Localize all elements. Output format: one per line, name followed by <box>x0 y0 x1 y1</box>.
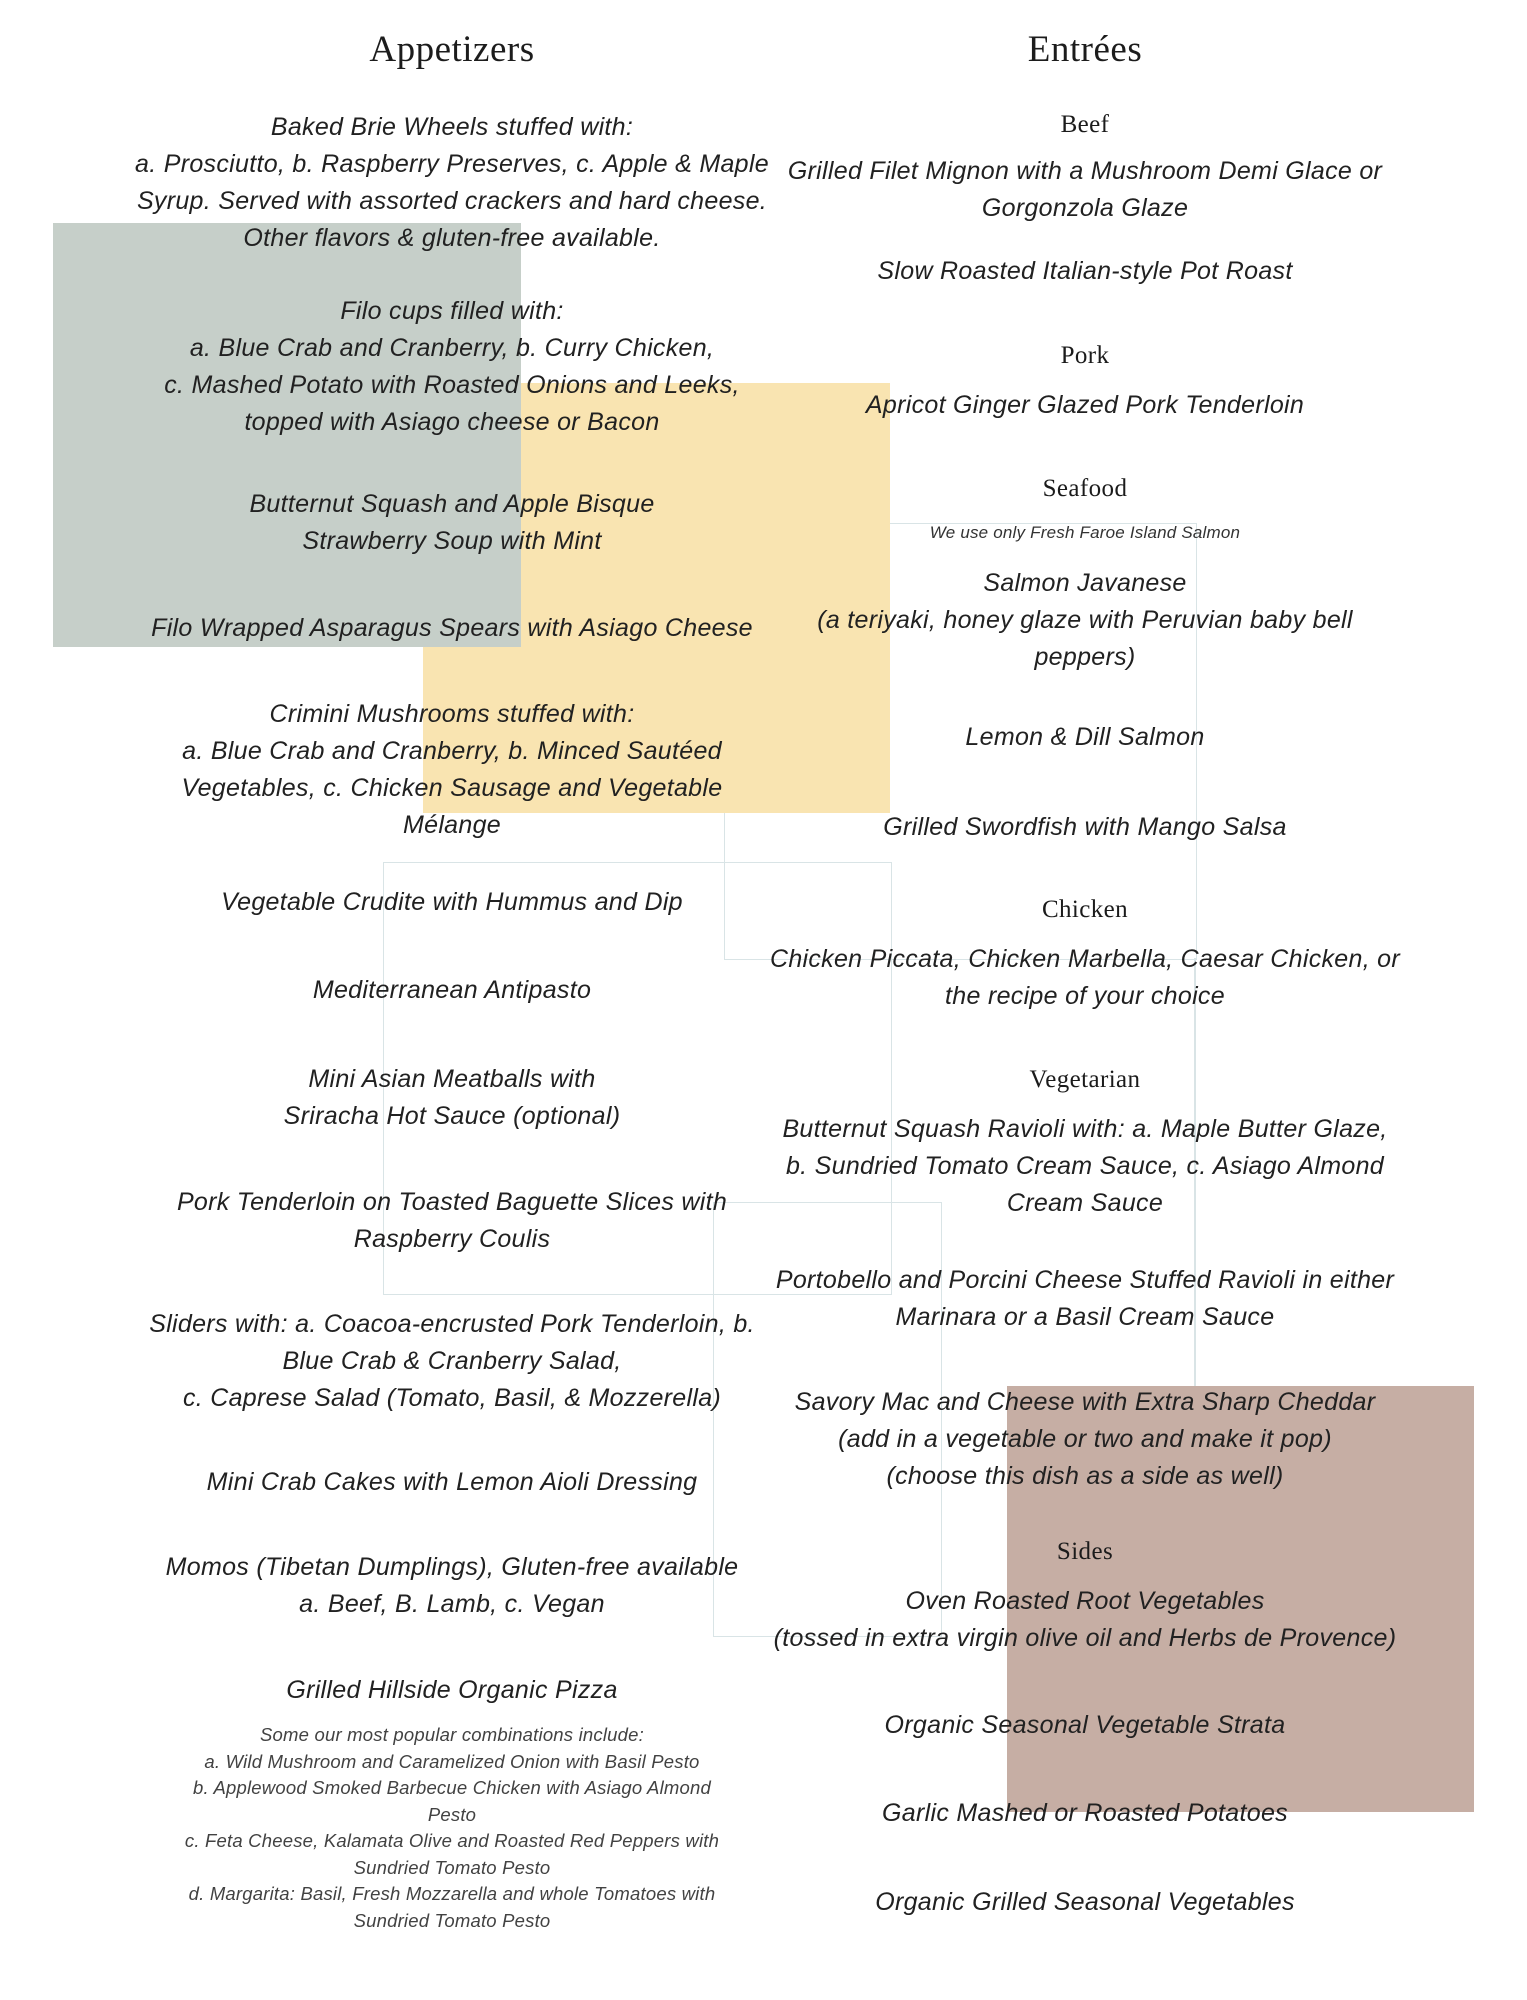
menu-line: Garlic Mashed or Roasted Potatoes <box>882 1799 1288 1827</box>
menu-item <box>725 153 1445 227</box>
menu-line: Baked Brie Wheels stuffed with: <box>270 113 634 141</box>
section-header <box>725 110 1445 140</box>
menu-line: a. Prosciutto, b. Raspberry Preserves, c. Apple & Maple <box>135 150 769 178</box>
menu-line: Crimini Mushrooms stuffed with: <box>269 700 635 728</box>
menu-item <box>92 1464 812 1501</box>
menu-line: Chicken Piccata, Chicken Marbella, Caesar Chicken, or <box>769 945 1401 973</box>
menu-line: Filo cups filled with: <box>340 297 564 325</box>
menu-item <box>92 972 812 1009</box>
menu-item <box>92 610 812 647</box>
menu-line: Pork Tenderloin on Toasted Baguette Slices with <box>176 1188 728 1216</box>
menu-line: a. Wild Mushroom and Caramelized Onion with Basil Pesto <box>204 1750 700 1772</box>
menu-line: Slow Roasted Italian-style Pot Roast <box>877 257 1293 285</box>
menu-line: Mini Asian Meatballs with <box>308 1065 596 1093</box>
menu-line: Pesto <box>427 1803 477 1825</box>
menu-item <box>725 1795 1445 1832</box>
menu-line: topped with Asiago cheese or Bacon <box>244 408 660 436</box>
menu-line: Organic Seasonal Vegetable Strata <box>884 1711 1286 1739</box>
menu-line: d. Margarita: Basil, Fresh Mozzarella and whole Tomatoes with <box>188 1883 716 1904</box>
menu-item <box>725 1384 1445 1495</box>
menu-item <box>725 1262 1445 1336</box>
menu-line: Other flavors & gluten-free available. <box>243 224 661 252</box>
section-header <box>725 341 1445 371</box>
menu-line: Lemon & Dill Salmon <box>965 723 1205 751</box>
menu-line: Sundried Tomato Pesto <box>353 1909 551 1931</box>
section-header <box>725 1537 1445 1567</box>
menu-line: Mélange <box>403 811 501 839</box>
menu-line: Grilled Swordfish with Mango Salsa <box>883 813 1287 841</box>
menu-line: Mediterranean Antipasto <box>312 976 592 1004</box>
menu-item <box>92 293 812 441</box>
menu-line: Butternut Squash and Apple Bisque <box>249 490 655 518</box>
menu-item <box>725 941 1445 1015</box>
menu-line: c. Caprese Salad (Tomato, Basil, & Mozzerella) <box>182 1384 722 1412</box>
menu-item <box>92 486 812 560</box>
menu-line: Filo Wrapped Asparagus Spears with Asiago Cheese <box>151 614 753 642</box>
menu-line: Vegetable Crudite with Hummus and Dip <box>221 888 683 916</box>
menu-line: b. Applewood Smoked Barbecue Chicken with Asiago Almond <box>193 1777 711 1798</box>
section-header <box>725 1065 1445 1095</box>
menu-line: Syrup. Served with assorted crackers and hard cheese. <box>136 187 768 215</box>
entrees-title: Entrées <box>1027 29 1143 70</box>
section-header <box>725 895 1445 925</box>
appetizers-title: Appetizers <box>369 29 535 70</box>
menu-line: (add in a vegetable or two and make it pop) <box>838 1425 1332 1453</box>
menu-item <box>92 1549 812 1623</box>
menu-line: Beef <box>1060 111 1110 138</box>
menu-line: (a teriyaki, honey glaze with Peruvian baby bell <box>817 606 1353 634</box>
menu-line: Gorgonzola Glaze <box>981 194 1189 222</box>
section-header <box>725 474 1445 504</box>
menu-item <box>92 1672 812 1709</box>
menu-line: c. Feta Cheese, Kalamata Olive and Roasted Red Peppers with <box>184 1830 720 1851</box>
menu-line: a. Beef, B. Lamb, c. Vegan <box>299 1590 605 1618</box>
menu-line: Salmon Javanese <box>983 569 1187 597</box>
appetizers-column <box>92 0 812 2000</box>
menu-line: b. Sundried Tomato Cream Sauce, c. Asiago Almond <box>785 1152 1385 1180</box>
menu-line: We use only Fresh Faroe Island Salmon <box>929 523 1241 542</box>
menu-line: c. Mashed Potato with Roasted Onions and Leeks, <box>164 371 740 399</box>
menu-line: (choose this dish as a side as well) <box>886 1462 1284 1490</box>
menu-item <box>725 1583 1445 1657</box>
menu-item <box>725 253 1445 290</box>
menu-line: Grilled Filet Mignon with a Mushroom Demi Glace or <box>787 157 1383 185</box>
menu-line: Vegetables, c. Chicken Sausage and Vegetable <box>181 774 723 802</box>
menu-line: the recipe of your choice <box>945 982 1225 1010</box>
menu-line: a. Blue Crab and Cranberry, b. Minced Sautéed <box>182 737 722 765</box>
menu-item <box>92 109 812 257</box>
menu-item <box>92 1722 812 1934</box>
menu-line: peppers) <box>1034 643 1136 671</box>
menu-item <box>92 1184 812 1258</box>
menu-item <box>725 565 1445 676</box>
menu-item <box>725 1707 1445 1744</box>
menu-line: Sides <box>1056 1538 1114 1565</box>
menu-line: Butternut Squash Ravioli with: a. Maple Butter Glaze, <box>782 1115 1388 1143</box>
menu-item <box>725 1111 1445 1222</box>
menu-line: Sundried Tomato Pesto <box>353 1856 551 1878</box>
menu-line: Sriracha Hot Sauce (optional) <box>283 1102 621 1130</box>
menu-line: Momos (Tibetan Dumplings), Gluten-free available <box>165 1553 739 1581</box>
menu-line: Cream Sauce <box>1006 1189 1164 1217</box>
menu-line: (tossed in extra virgin olive oil and Herbs de Provence) <box>773 1624 1397 1652</box>
menu-item <box>725 1884 1445 1921</box>
menu-item <box>92 1306 812 1417</box>
menu-line: Grilled Hillside Organic Pizza <box>286 1676 618 1704</box>
menu-item <box>725 387 1445 424</box>
menu-line: Raspberry Coulis <box>353 1225 551 1253</box>
menu-line: Strawberry Soup with Mint <box>302 527 602 555</box>
menu-line: Portobello and Porcini Cheese Stuffed Ravioli in either <box>775 1266 1395 1294</box>
menu-line: Savory Mac and Cheese with Extra Sharp Cheddar <box>794 1388 1376 1416</box>
entrees-column <box>725 0 1445 2000</box>
menu-item <box>725 809 1445 846</box>
menu-line: Sliders with: a. Coacoa-encrusted Pork Tenderloin, b. <box>149 1310 755 1338</box>
menu-item <box>92 1061 812 1135</box>
menu-line: Pork <box>1060 342 1110 369</box>
menu-line: Oven Roasted Root Vegetables <box>905 1587 1265 1615</box>
menu-line: a. Blue Crab and Cranberry, b. Curry Chicken, <box>189 334 715 362</box>
menu-line: Chicken <box>1041 896 1129 923</box>
menu-line: Seafood <box>1042 475 1128 502</box>
menu-line: Organic Grilled Seasonal Vegetables <box>875 1888 1295 1916</box>
menu-line: Vegetarian <box>1029 1066 1141 1093</box>
menu-line: Apricot Ginger Glazed Pork Tenderloin <box>865 391 1305 419</box>
menu-line: Blue Crab & Cranberry Salad, <box>282 1347 622 1375</box>
menu-item <box>725 522 1445 544</box>
menu-item <box>92 696 812 844</box>
menu-item <box>725 719 1445 756</box>
menu-line: Marinara or a Basil Cream Sauce <box>895 1303 1275 1331</box>
menu-line: Mini Crab Cakes with Lemon Aioli Dressing <box>206 1468 698 1496</box>
menu-line: Some our most popular combinations include: <box>260 1724 644 1745</box>
menu-item <box>92 884 812 921</box>
